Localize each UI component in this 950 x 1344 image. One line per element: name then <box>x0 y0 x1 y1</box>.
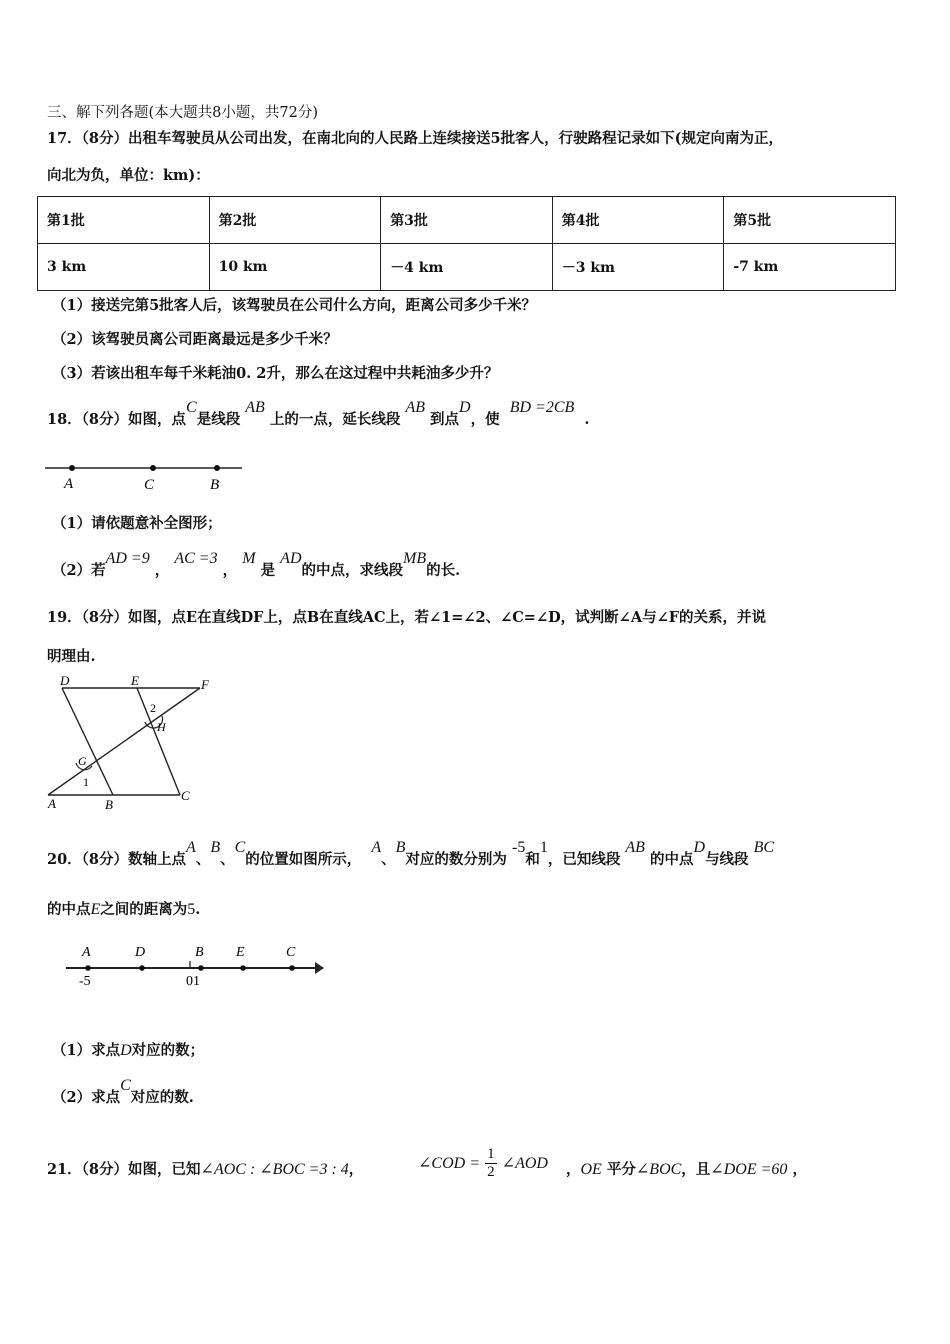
text: ， <box>566 1161 581 1178</box>
math: M <box>242 550 256 567</box>
text: 20．（8分）数轴上点 <box>47 851 187 868</box>
q18-sub1: （1）请依题意补全图形； <box>52 515 222 532</box>
math: E <box>90 901 101 918</box>
q21-stem <box>47 1160 363 1180</box>
math: C <box>120 1077 131 1094</box>
math: BC <box>753 839 775 856</box>
table-cell: 第5批 <box>724 197 896 244</box>
point-d <box>139 965 145 971</box>
text: ， <box>348 1161 364 1178</box>
tick-label-01: 01 <box>186 974 200 989</box>
table-cell: －4 km <box>381 244 553 291</box>
text: ，且 <box>681 1161 711 1178</box>
table-cell: －3 km <box>552 244 724 291</box>
fraction <box>485 1146 497 1181</box>
q21-fraction-expression <box>418 1138 548 1180</box>
label-e: E <box>236 945 245 960</box>
fraction-denominator: 2 <box>487 1164 495 1180</box>
math: ∠DOE =60 <box>710 1161 788 1178</box>
math: 5 <box>187 901 196 918</box>
math: B <box>210 839 221 856</box>
q17-sub3: （3）若该出租车每千米耗油0. 2升，那么在这过程中共耗油多少升？ <box>52 365 499 382</box>
math: AB <box>405 399 425 416</box>
point-a <box>85 965 91 971</box>
text: 的中点 <box>650 851 694 868</box>
math: ∠COD = <box>418 1155 480 1172</box>
table-cell: 第4批 <box>552 197 724 244</box>
label-a: A <box>64 476 74 492</box>
label-g: G <box>78 754 87 768</box>
math: ∠AOD <box>501 1155 548 1172</box>
text: 是 <box>260 562 276 579</box>
point-a <box>69 465 75 471</box>
text: . <box>584 411 590 428</box>
text: （2）求点 <box>52 1089 121 1106</box>
math: 1 <box>539 839 548 856</box>
math: C <box>186 399 197 416</box>
q17-sub1: （1）接送完第5批客人后，该驾驶员在公司什么方向，距离公司多少千米？ <box>52 297 537 314</box>
q20-sub2 <box>52 1077 194 1108</box>
math: AD =9 <box>105 550 150 567</box>
point-c <box>150 465 156 471</box>
q17-sub2: （2）该驾驶员离公司距离最远是多少千米？ <box>52 331 338 348</box>
text: 的长. <box>426 562 461 579</box>
text: （2）若 <box>52 562 106 579</box>
q18-segment-figure <box>40 455 250 495</box>
point-e <box>240 965 246 971</box>
q18-sub2 <box>52 550 461 581</box>
math: AB <box>245 399 265 416</box>
q20-sub1 <box>52 1041 204 1061</box>
section-header: 三、解下列各题(本大题共8小题，共72分) <box>47 105 318 121</box>
q19-line2: 明理由. <box>47 648 96 665</box>
label-angle-1: 1 <box>83 775 89 789</box>
text: 的位置如图所示， <box>245 851 362 868</box>
label-f: F <box>201 677 209 692</box>
math: OE <box>580 1161 602 1178</box>
text: 、 <box>381 851 396 868</box>
math: -5 <box>512 839 526 856</box>
math: B <box>395 839 406 856</box>
text: ，使 <box>470 411 500 428</box>
math: AC =3 <box>174 550 218 567</box>
text: ， <box>222 562 238 579</box>
q18-stem <box>47 399 590 430</box>
label-c: C <box>144 477 155 493</box>
q19-line1: 19．（8分）如图，点E在直线DF上，点B在直线AC上，若∠1=∠2、∠C=∠D，试判断∠A与∠F的关系，并说 <box>47 609 767 626</box>
q21-stem-rest <box>566 1160 807 1180</box>
text: . <box>195 901 201 918</box>
point-c <box>289 965 295 971</box>
math: MB <box>403 550 427 567</box>
label-e: E <box>131 673 139 688</box>
label-c: C <box>181 788 190 803</box>
text: 18．（8分）如图，点 <box>47 411 187 428</box>
tick-label-minus5: -5 <box>79 974 91 989</box>
math: ∠BOC <box>635 1161 682 1178</box>
text: 与线段 <box>705 851 749 868</box>
line-af <box>48 688 200 795</box>
q20-stem-line1 <box>47 839 775 870</box>
text: 的中点，求线段 <box>301 562 403 579</box>
math: C <box>234 839 246 856</box>
math: D <box>120 1042 132 1059</box>
math: A <box>186 839 196 856</box>
text: 对应的数； <box>131 1042 205 1059</box>
text: （1）求点 <box>52 1042 121 1059</box>
text: 平分 <box>606 1161 636 1178</box>
q20-stem-line2 <box>47 900 200 920</box>
table-cell: 3 km <box>38 244 210 291</box>
table-header-row <box>38 197 896 244</box>
text: ，已知线段 <box>547 851 621 868</box>
math: BD =2CB <box>509 399 575 416</box>
q17-line2: 向北为负，单位：km)： <box>47 167 210 184</box>
text: 对应的数分别为 <box>405 851 507 868</box>
label-a: A <box>48 796 56 811</box>
q19-geometry-figure <box>40 670 225 815</box>
text: 对应的数. <box>130 1089 194 1106</box>
q17-distance-table <box>37 196 896 291</box>
text: 的中点 <box>47 901 91 918</box>
point-b <box>214 465 220 471</box>
math: D <box>459 399 471 416</box>
text: 到点 <box>430 411 460 428</box>
table-cell: 第1批 <box>38 197 210 244</box>
table-value-row <box>38 244 896 291</box>
text: ， <box>792 1161 807 1178</box>
math: AD <box>280 550 302 567</box>
label-c: C <box>286 945 296 960</box>
math: A <box>371 839 382 856</box>
label-a: A <box>82 945 91 960</box>
line-ec <box>137 688 180 795</box>
fraction-numerator: 1 <box>487 1146 495 1162</box>
math: ∠AOC : ∠BOC =3 : 4 <box>200 1161 349 1178</box>
label-b: B <box>210 477 220 493</box>
table-cell: 第3批 <box>381 197 553 244</box>
q17-line1: 17．（8分）出租车驾驶员从公司出发，在南北向的人民路上连续接送5批客人，行驶路程记录如下(规定向南为正， <box>47 130 783 147</box>
text: 之间的距离为 <box>100 901 188 918</box>
point-b <box>198 965 204 971</box>
math: AB <box>625 839 645 856</box>
table-cell: 第2批 <box>209 197 381 244</box>
text: 是线段 <box>196 411 241 428</box>
text: 上的一点，延长线段 <box>269 411 401 428</box>
label-d: D <box>60 673 70 688</box>
label-b: B <box>195 945 204 960</box>
label-angle-2: 2 <box>150 701 156 715</box>
label-b: B <box>105 797 113 812</box>
text: 、 <box>220 851 235 868</box>
q20-number-line-figure <box>60 938 330 993</box>
arrow-right-icon <box>315 962 324 974</box>
label-d: D <box>135 945 146 960</box>
label-h: H <box>157 720 166 734</box>
text: 和 <box>525 851 540 868</box>
table-cell: -7 km <box>724 244 896 291</box>
text: ， <box>154 562 170 579</box>
table-cell: 10 km <box>209 244 381 291</box>
text: 、 <box>195 851 211 868</box>
text: 21．（8分）如图，已知 <box>47 1161 201 1178</box>
math: D <box>693 839 706 856</box>
